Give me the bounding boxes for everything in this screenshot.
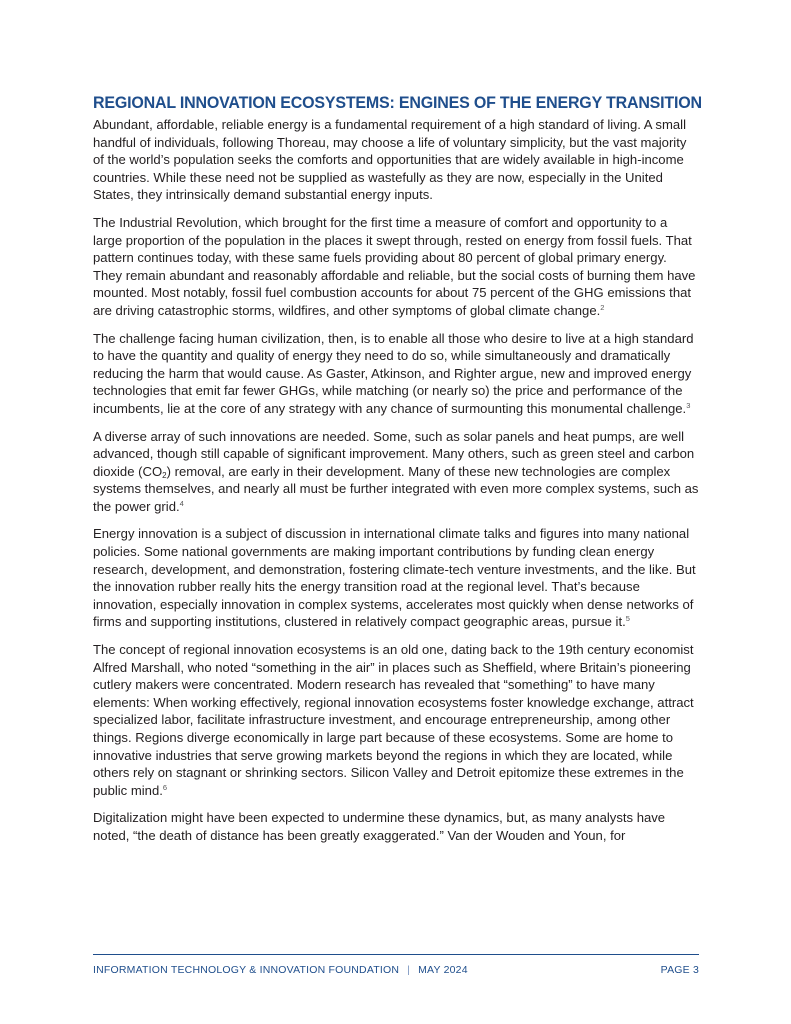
footer-left: [93, 964, 468, 976]
report-body: [93, 93, 702, 855]
paragraph-6: [93, 641, 699, 799]
footer-separator: |: [407, 964, 411, 976]
paragraph-1: [93, 116, 699, 204]
footnote-ref-5[interactable]: 5: [625, 614, 630, 624]
paragraph-7-text: Digitalization might have been expected to undermine these dynamics, but, as many analysts have noted, “the death of distance has been greatly exaggerated.” Van der Wouden and Youn, for: [93, 810, 666, 843]
footnote-ref-3[interactable]: 3: [686, 400, 691, 410]
footnote-ref-2[interactable]: 2: [600, 302, 605, 312]
footer-date: MAY 2024: [418, 964, 468, 976]
paragraph-2-text: The Industrial Revolution, which brought for the first time a measure of comfort and opportunity to a large proportion of the population in the places it swept through, rested on energy from fossil fuels. That pattern continues today, with these same fuels providing about 80 percent of global primary energy. They remain abundant and reasonably affordable and reliable, but the social costs of burning them have mounted. Most notably, fossil fuel combustion accounts for about 75 percent of the GHG emissions that are driving catastrophic storms, wildfires, and other symptoms of global climate change.: [93, 214, 696, 318]
paragraph-4-text-b: ) removal, are early in their development. Many of these new technologies are complex systems themselves, and nearly all must be further integrated with even more complex systems, such as the power grid.: [93, 463, 699, 514]
page-number: PAGE 3: [660, 964, 699, 976]
paragraph-2: [93, 214, 699, 320]
paragraph-4: [93, 428, 699, 516]
paragraph-7: [93, 809, 699, 844]
footnote-ref-4[interactable]: 4: [179, 498, 184, 508]
footnote-ref-6[interactable]: 6: [162, 782, 168, 792]
co2-subscript: 2: [162, 470, 167, 480]
paragraph-5-text: Energy innovation is a subject of discussion in international climate talks and figures into many national policies. Some national governments are making important contributions by funding clean energy research, development, and demonstration, fostering climate-tech venture investments, and the like. But the innovation rubber really hits the energy transition road at the regional level. That’s because innovation, especially innovation in complex systems, accelerates most quickly when dense networks of firms and supporting institutions, clustered in relatively compact geographic areas, pursue it.: [93, 526, 696, 630]
paragraph-6-text: The concept of regional innovation ecosystems is an old one, dating back to the 19th century economist Alfred Marshall, who noted “something in the air” in places such as Sheffield, where Britain’s pioneering cutlery makers were concentrated. Modern research has revealed that “something” to have many elements: When working effectively, regional innovation ecosystems foster knowledge exchange, attract specialized labor, facilitate infrastructure investment, and encourage entrepreneurship, among other things. Regions diverge economically in large part because of these ecosystems. Some are home to innovative industries that serve growing markets beyond the regions in which they are located, while others rely on stagnant or shrinking sectors. Silicon Valley and Detroit epitomize these extremes in the public mind.: [93, 642, 694, 798]
paragraph-5: [93, 525, 699, 631]
paragraph-1-text: Abundant, affordable, reliable energy is a fundamental requirement of a high standard of living. A small handful of individuals, following Thoreau, may choose a life of voluntary simplicity, but the vast majority of the world’s population seeks the comforts and opportunities that are widely available in high-income countries. While these need not be supplied as wastefully as they are now, especially in the United States, they intrinsically demand substantial energy inputs.: [93, 117, 687, 203]
paragraph-3-text: The challenge facing human civilization, then, is to enable all those who desire to live at a high standard to have the quantity and quality of energy they need to do so, while simultaneously and dramatically reducing the harm that would cause. As Gaster, Atkinson, and Righter argue, new and improved energy technologies that emit far fewer GHGs, while matching (or nearly so) the price and performance of the incumbents, lie at the core of any strategy with any chance of surmounting this monumental challenge.: [93, 330, 694, 416]
footer-divider: [93, 954, 699, 955]
footer-organization: INFORMATION TECHNOLOGY & INNOVATION FOUNDATION: [93, 964, 400, 976]
paragraph-4-text-a: A diverse array of such innovations are needed. Some, such as solar panels and heat pumps, are well advanced, though still capable of significant improvement. Many others, such as green steel and carbon dioxide (CO: [93, 428, 695, 479]
section-heading: REGIONAL INNOVATION ECOSYSTEMS: ENGINES OF THE ENERGY TRANSITION: [93, 94, 702, 112]
paragraph-3: [93, 330, 699, 418]
